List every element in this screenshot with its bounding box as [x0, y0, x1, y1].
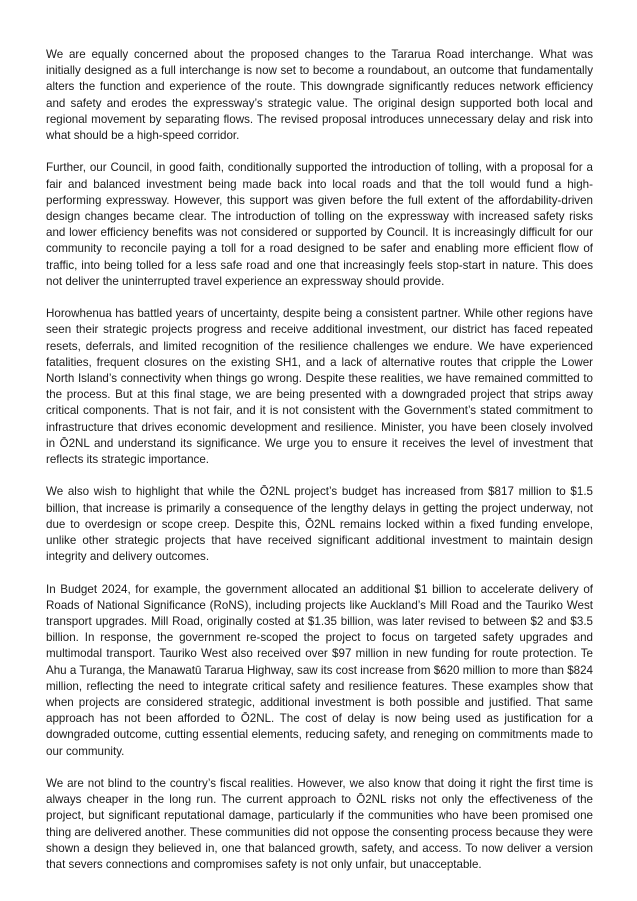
paragraph-budget-increase: We also wish to highlight that while the Ō2NL project’s budget has increased from $817 million to $1.5 billion, that increase is primarily a consequence of the lengthy delays in getting the project underway, not due to overdesign or scope creep. Despite this, Ō2NL remains locked within a fixed funding envelope, unlike other strategic projects that have received significant additional investment to maintain design integrity and delivery outcomes. — [46, 485, 593, 564]
paragraph-horowhenua: Horowhenua has battled years of uncertainty, despite being a consistent partner. While other regions have seen their strategic projects progress and receive additional investment, our district has faced repeated resets, deferrals, and limited recognition of the resilience challenges we endure. We have experienced fatalities, frequent closures on the existing SH1, and a lack of alternative routes that cripple the Lower North Island’s connectivity when things go wrong. Despite these realities, we have remained committed to the process. But at this final stage, we are being presented with a downgraded project that strips away critical components. That is not fair, and it is not consistent with the Government’s stated commitment to infrastructure that drives economic development and resilience. Minister, you have been closely involved in Ō2NL and understand its significance. We urge you to ensure it receives the level of investment that reflects its strategic importance. — [46, 307, 593, 467]
paragraph-fiscal-realities: We are not blind to the country’s fiscal realities. However, we also know that doing it right the first time is always cheaper in the long run. The current approach to Ō2NL risks not only the effectiveness of the project, but significant reputational damage, particularly if the communities who have been promised one thing are delivered another. These communities did not oppose the consenting process because they were shown a design they believed in, one that balanced growth, safety, and access. To now deliver a version that severs connections and compromises safety is not only unfair, but unacceptable. — [46, 777, 593, 872]
document-body — [46, 47, 593, 889]
paragraph-tararua-interchange: We are equally concerned about the proposed changes to the Tararua Road interchange. What was initially designed as a full interchange is now set to become a roundabout, an outcome that fundamentally alters the function and experience of the route. This downgrade significantly reduces network efficiency and safety and erodes the expressway’s strategic value. The original design supported both local and regional movement by separating flows. The revised proposal introduces unnecessary delay and risk into what should be a high-speed corridor. — [46, 48, 593, 143]
paragraph-budget-2024: In Budget 2024, for example, the government allocated an additional $1 billion to accelerate delivery of Roads of National Significance (RoNS), including projects like Auckland’s Mill Road and the Tauriko West transport upgrades. Mill Road, originally costed at $1.35 billion, was later revised to between $2 and $3.5 billion. In response, the government re-scoped the project to focus on targeted safety upgrades and multimodal transport. Tauriko West also received over $97 million in new funding for route protection. Te Ahu a Turanga, the Manawatū Tararua Highway, saw its cost increase from $620 million to more than $824 million, reflecting the need to integrate critical safety and resilience features. These examples show that when projects are considered strategic, additional investment is both possible and justified. That same approach has not been afforded to Ō2NL. The cost of delay is now being used as justification for a downgraded outcome, cutting essential elements, reducing safety, and reneging on commitments made to our community. — [46, 582, 593, 758]
paragraph-tolling: Further, our Council, in good faith, conditionally supported the introduction of tolling, with a proposal for a fair and balanced investment being made back into local roads and that the toll would fund a high-performing expressway. However, this support was given before the full extent of the affordability-driven design changes became clear. The introduction of tolling on the expressway with increased safety risks and lower efficiency benefits was not considered or supported by Council. It is increasingly difficult for our community to reconcile paying a toll for a road designed to be safer and enabling more efficient flow of traffic, into being tolled for a less safe road and one that increasingly feels stop-start in nature. This does not deliver the uninterrupted travel experience an expressway should provide. — [46, 161, 593, 288]
